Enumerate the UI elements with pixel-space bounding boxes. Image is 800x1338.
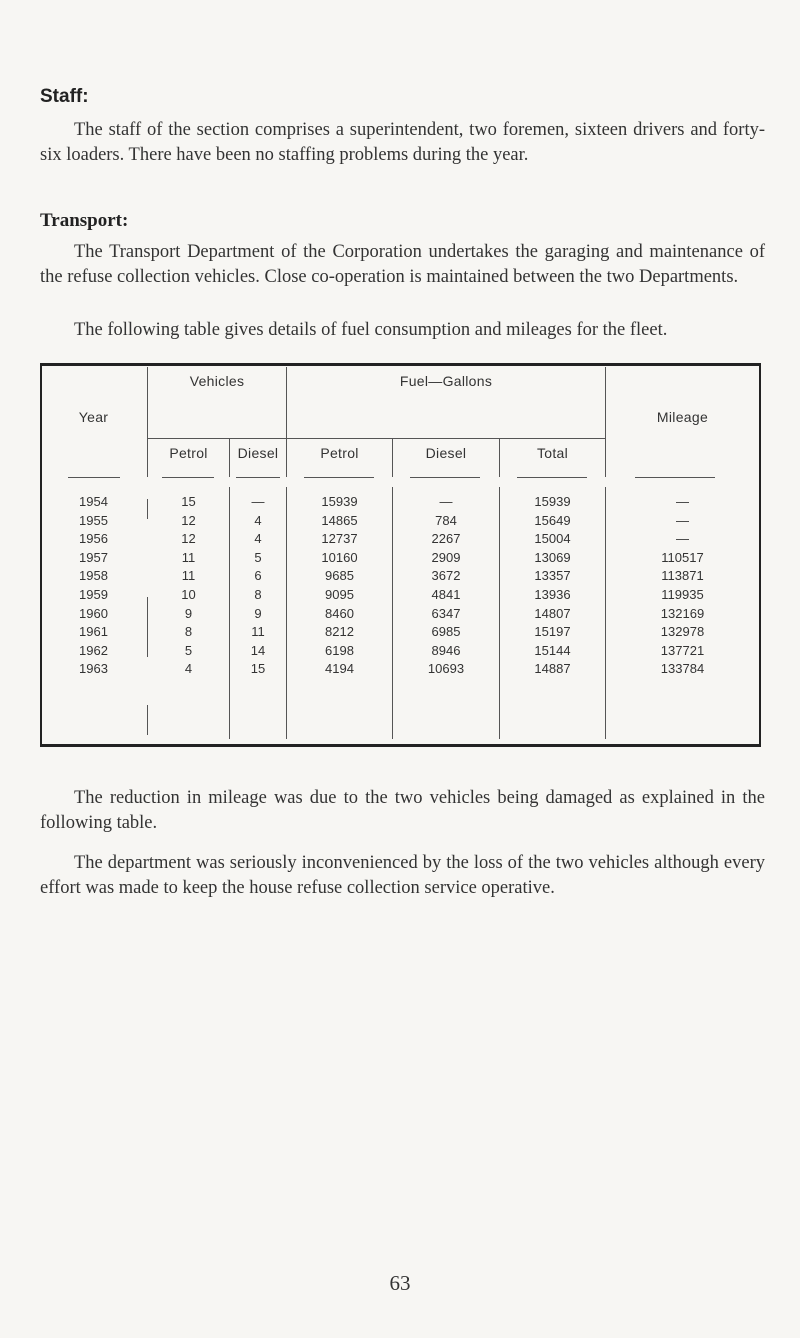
header-vehicles: Vehicles <box>189 373 245 389</box>
cell-mileage: — <box>676 531 689 547</box>
cell-vehicles-petrol: 15 <box>181 494 196 509</box>
cell-vehicles-diesel: 6 <box>254 568 262 584</box>
transport-heading: Transport: <box>40 210 129 231</box>
cell-fuel-petrol: 8212 <box>325 624 354 640</box>
cell-vehicles-diesel: 14 <box>250 642 266 658</box>
cell-year: 1955 <box>79 512 108 528</box>
table-bottom-rule <box>40 744 761 747</box>
cell-mileage: 132169 <box>660 605 705 621</box>
cell-mileage: 137721 <box>660 642 705 658</box>
header-fuel-diesel: Diesel <box>425 445 467 461</box>
cell-fuel-petrol: 9095 <box>325 587 354 602</box>
cell-fuel-petrol: 15939 <box>321 494 358 509</box>
divider <box>236 477 280 478</box>
header-year: Year <box>78 409 109 425</box>
cell-fuel-petrol: 6198 <box>325 642 354 658</box>
divider <box>635 477 715 478</box>
transport-paragraph-2: The following table gives details of fuel consumption and mileages for the fleet. <box>74 320 668 340</box>
transport-paragraph-1: The Transport Department of the Corporation undertakes the garaging and maintenance of the refuse collection vehicles. Close co-operation is maintained between the two Departments. <box>40 242 765 287</box>
cell-vehicles-petrol: 9 <box>184 605 193 621</box>
divider <box>287 438 605 439</box>
cell-year: 1961 <box>79 624 108 640</box>
header-vehicles-diesel: Diesel <box>237 445 279 461</box>
cell-mileage: 119935 <box>661 587 704 602</box>
cell-fuel-petrol: 4194 <box>325 661 354 677</box>
cell-fuel-total: 13936 <box>534 587 571 602</box>
divider <box>304 477 374 478</box>
cell-year: 1957 <box>79 549 108 565</box>
cell-vehicles-diesel: 5 <box>254 549 262 565</box>
cell-vehicles-diesel: 11 <box>251 624 265 640</box>
cell-mileage: — <box>676 494 689 509</box>
cell-year: 1959 <box>79 587 108 602</box>
staff-heading: Staff: <box>40 86 89 107</box>
cell-vehicles-petrol: 12 <box>181 531 196 547</box>
cell-fuel-diesel: 10693 <box>427 661 465 677</box>
cell-mileage: 132978 <box>660 624 705 640</box>
table-right-rule <box>759 363 761 747</box>
cell-vehicles-petrol: 10 <box>181 587 196 602</box>
header-mileage: Mileage <box>656 409 709 425</box>
cell-fuel-diesel: 6985 <box>431 624 461 640</box>
cell-mileage: 113871 <box>661 568 704 584</box>
cell-year: 1963 <box>79 661 108 677</box>
divider <box>517 477 587 478</box>
cell-fuel-petrol: 10160 <box>321 549 358 565</box>
cell-fuel-diesel: 3672 <box>431 568 461 584</box>
cell-fuel-diesel: 8946 <box>431 642 461 658</box>
cell-fuel-total: 15144 <box>534 642 571 658</box>
cell-mileage: 110517 <box>661 549 704 565</box>
cell-fuel-petrol: 8460 <box>325 605 354 621</box>
cell-fuel-diesel: — <box>439 494 453 509</box>
cell-vehicles-petrol: 8 <box>184 624 193 640</box>
cell-year: 1954 <box>79 494 108 509</box>
header-fuel-petrol: Petrol <box>320 445 359 461</box>
cell-fuel-total: 15649 <box>534 512 571 528</box>
cell-year: 1956 <box>79 531 108 547</box>
cell-fuel-diesel: 4841 <box>431 587 461 602</box>
staff-paragraph: The staff of the section comprises a superintendent, two foremen, sixteen drivers and forty-six loaders. There have been no staffing problems during the year. <box>40 120 765 165</box>
cell-year: 1962 <box>79 642 108 658</box>
cell-year: 1960 <box>79 605 108 621</box>
cell-vehicles-petrol: 5 <box>184 642 193 658</box>
cell-fuel-total: 15004 <box>534 531 571 547</box>
cell-vehicles-diesel: 4 <box>254 512 262 528</box>
cell-fuel-petrol: 9685 <box>325 568 354 584</box>
cell-fuel-petrol: 12737 <box>321 531 358 547</box>
cell-fuel-total: 13357 <box>534 568 571 584</box>
divider <box>162 477 214 478</box>
divider <box>68 477 120 478</box>
cell-year: 1958 <box>79 568 108 584</box>
cell-vehicles-petrol: 11 <box>181 568 196 584</box>
reduction-paragraph: The reduction in mileage was due to the two vehicles being damaged as explained in the following table. <box>40 788 765 833</box>
cell-vehicles-diesel: 9 <box>254 605 262 621</box>
fuel-mileage-table <box>40 363 761 748</box>
cell-mileage: 133784 <box>660 661 705 677</box>
cell-fuel-diesel: 6347 <box>431 605 461 621</box>
cell-fuel-total: 14807 <box>534 605 571 621</box>
inconvenience-paragraph: The department was seriously inconvenienced by the loss of the two vehicles although every effort was made to keep the house refuse collection service operative. <box>40 853 765 898</box>
cell-vehicles-petrol: 11 <box>181 549 196 565</box>
cell-fuel-total: 15197 <box>534 624 571 640</box>
cell-fuel-total: 14887 <box>534 661 571 677</box>
divider <box>410 477 480 478</box>
header-fuel-total: Total <box>536 445 569 461</box>
cell-fuel-total: 13069 <box>534 549 571 565</box>
page-number: 63 <box>389 1271 411 1295</box>
cell-fuel-diesel: 2909 <box>431 549 461 565</box>
table-top-rule <box>40 363 761 366</box>
header-vehicles-petrol: Petrol <box>169 445 208 461</box>
cell-mileage: — <box>676 512 689 528</box>
cell-vehicles-diesel: 8 <box>254 587 262 602</box>
divider <box>147 705 148 735</box>
cell-fuel-diesel: 2267 <box>431 531 461 547</box>
cell-fuel-diesel: 784 <box>435 512 457 528</box>
divider <box>148 438 286 439</box>
cell-vehicles-diesel: 4 <box>254 531 262 547</box>
cell-fuel-total: 15939 <box>534 494 571 509</box>
cell-fuel-petrol: 14865 <box>321 512 358 528</box>
cell-vehicles-petrol: 4 <box>184 661 193 677</box>
cell-vehicles-petrol: 12 <box>181 512 196 528</box>
header-fuel-gallons: Fuel—Gallons <box>399 373 493 389</box>
cell-vehicles-diesel: 15 <box>250 661 266 677</box>
cell-vehicles-diesel: — <box>251 494 265 509</box>
